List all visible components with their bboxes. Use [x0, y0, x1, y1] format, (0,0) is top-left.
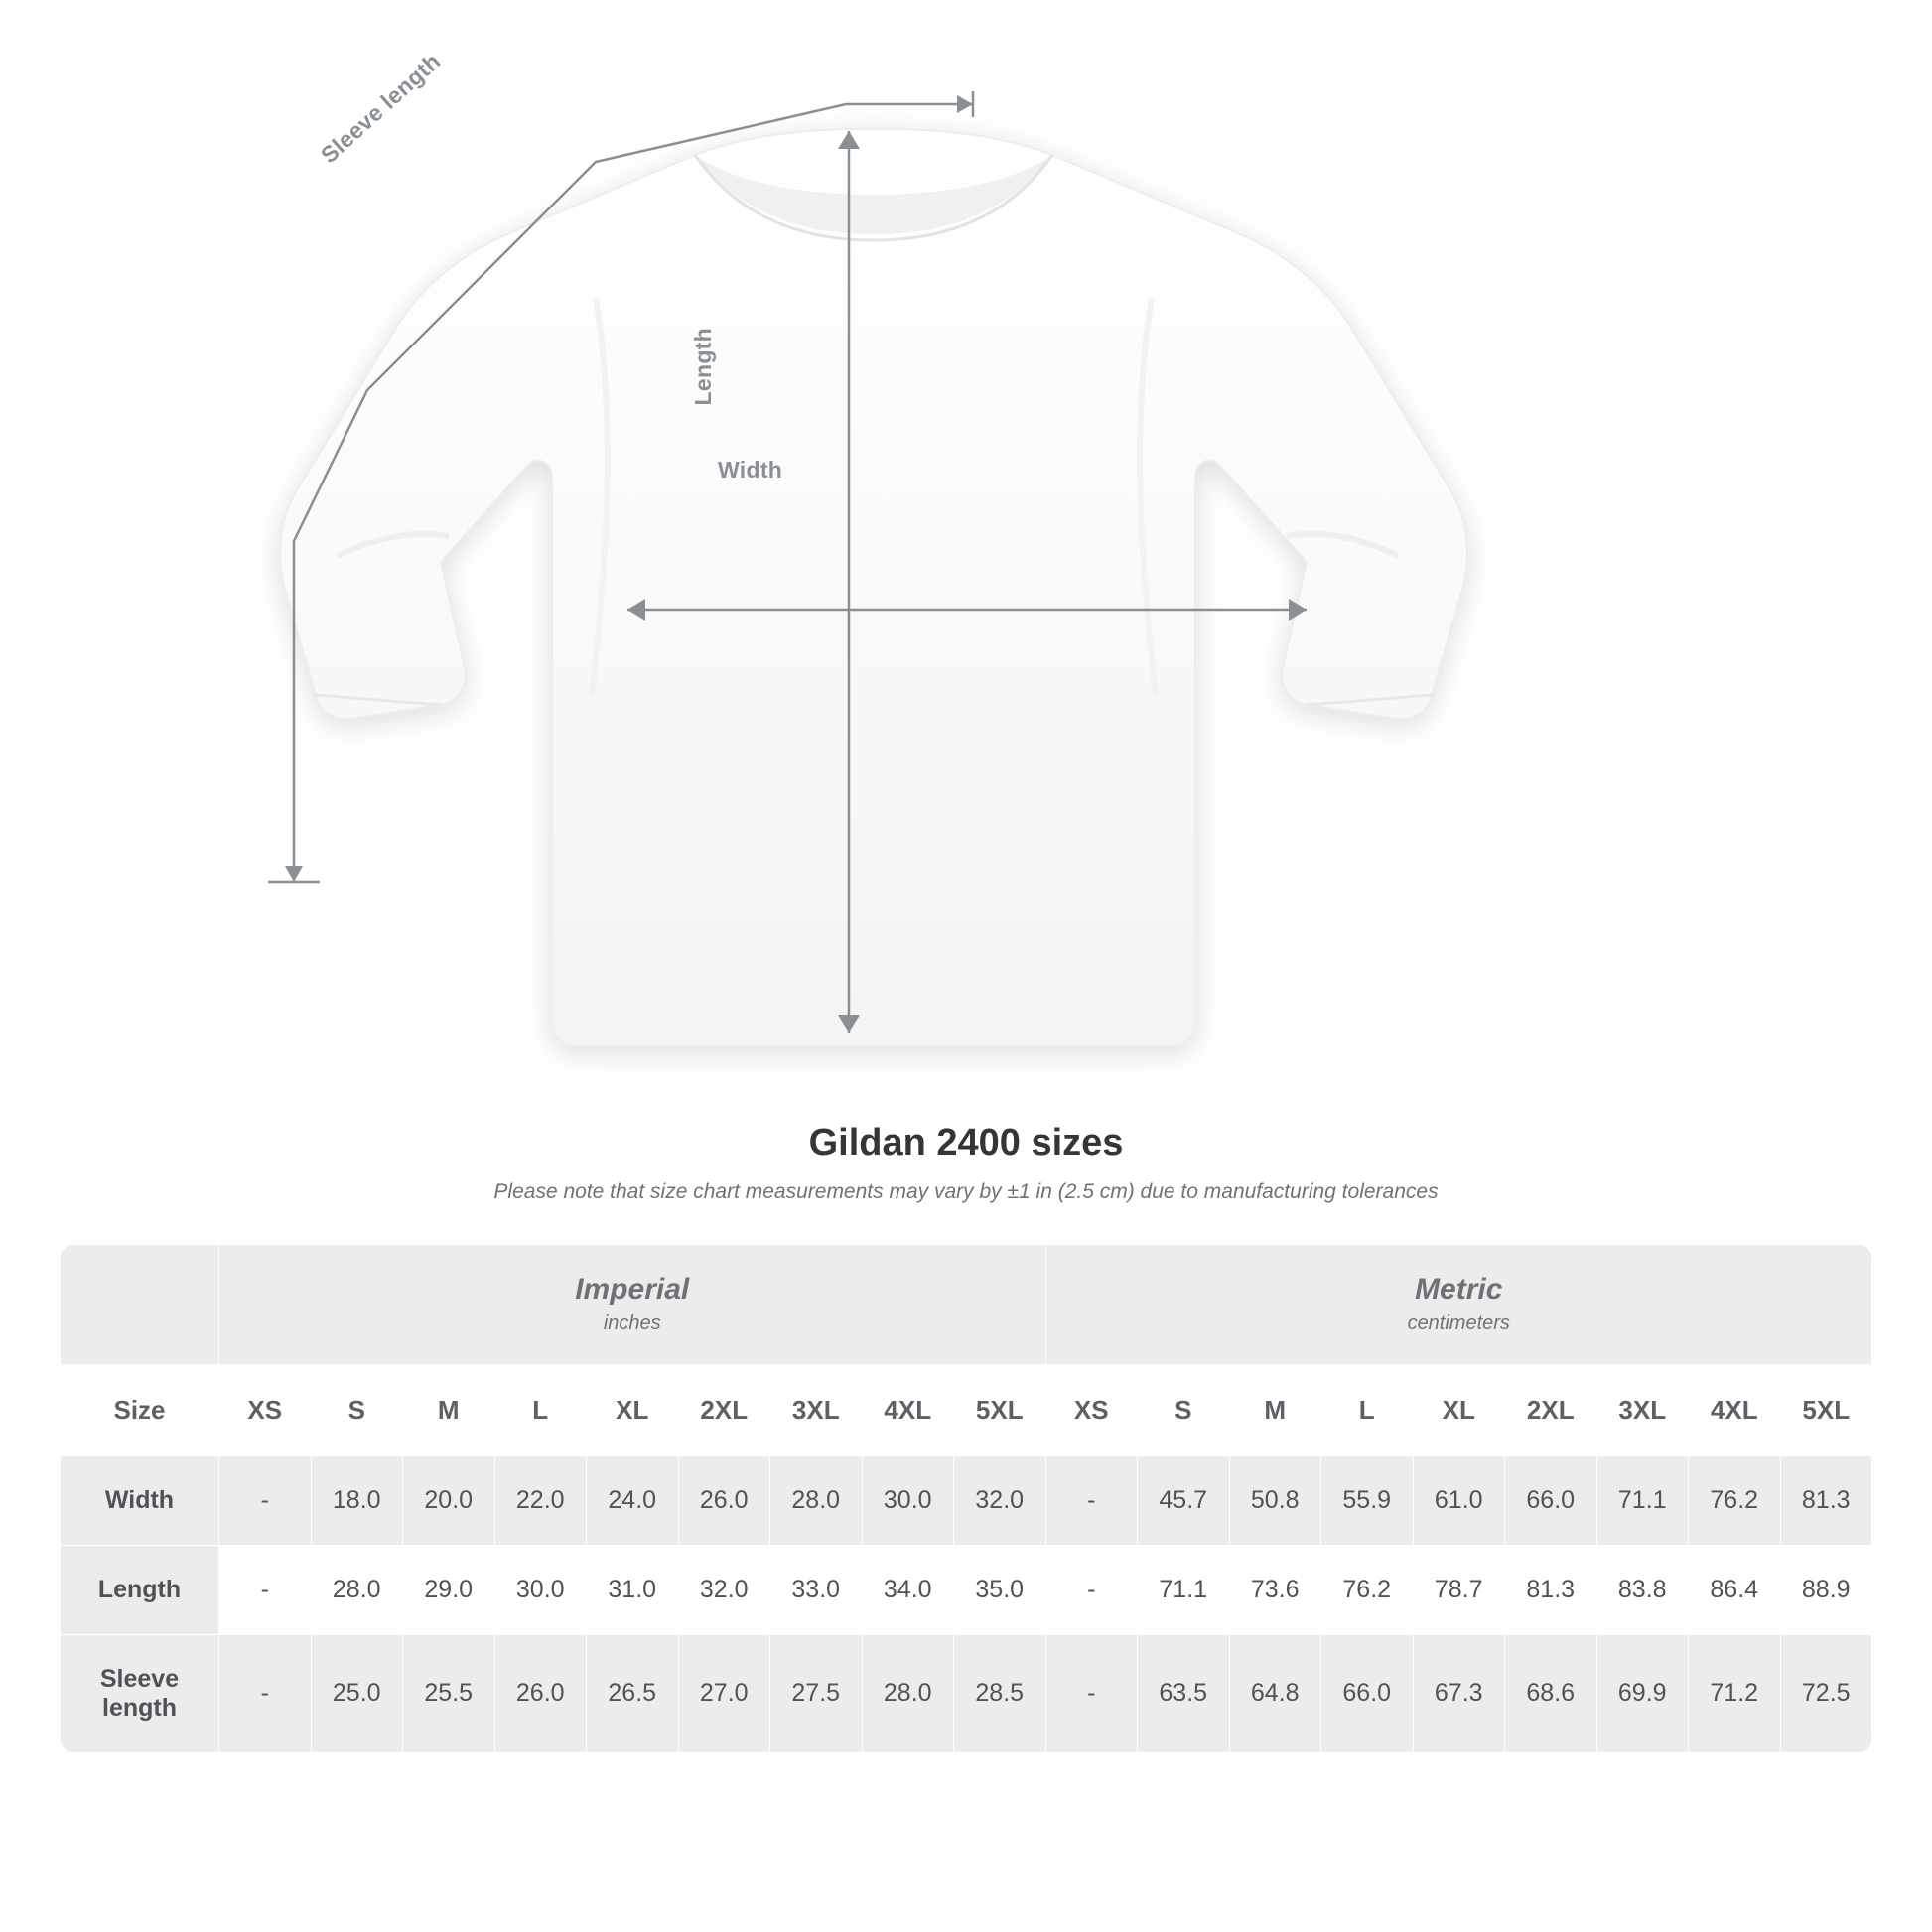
header-size-metric-4xl: 4XL	[1689, 1364, 1781, 1455]
header-size: Size	[61, 1364, 219, 1455]
cell-width-imperial-m: 20.0	[403, 1455, 495, 1545]
header-size-imperial-s: S	[311, 1364, 403, 1455]
cell-length-imperial-4xl: 34.0	[862, 1545, 954, 1634]
cell-width-metric-l: 55.9	[1321, 1455, 1414, 1545]
header-size-imperial-4xl: 4XL	[862, 1364, 954, 1455]
cell-length-metric-xl: 78.7	[1413, 1545, 1505, 1634]
cell-length-imperial-s: 28.0	[311, 1545, 403, 1634]
cell-length-imperial-m: 29.0	[403, 1545, 495, 1634]
cell-length-imperial-l: 30.0	[494, 1545, 587, 1634]
table-row	[61, 1634, 1872, 1752]
header-size-imperial-2xl: 2XL	[678, 1364, 770, 1455]
cell-sleeve-imperial-3xl: 27.5	[770, 1634, 863, 1752]
page-subtitle: Please note that size chart measurements may vary by ±1 in (2.5 cm) due to manufacturing tolerances	[493, 1180, 1439, 1203]
cell-width-imperial-l: 22.0	[494, 1455, 587, 1545]
cell-sleeve-imperial-m: 25.5	[403, 1634, 495, 1752]
header-size-imperial-xl: XL	[587, 1364, 679, 1455]
cell-width-metric-m: 50.8	[1229, 1455, 1321, 1545]
cell-length-imperial-5xl: 35.0	[954, 1545, 1046, 1634]
cell-width-imperial-2xl: 26.0	[678, 1455, 770, 1545]
header-size-metric-s: S	[1138, 1364, 1230, 1455]
header-size-imperial-l: L	[494, 1364, 587, 1455]
unit-group-metric-unit: centimeters	[1407, 1311, 1510, 1334]
unit-group-metric	[1045, 1245, 1872, 1365]
header-size-metric-3xl: 3XL	[1596, 1364, 1689, 1455]
unit-group-imperial	[219, 1245, 1046, 1365]
size-table	[60, 1244, 1872, 1753]
length-dimension-label: Length	[690, 328, 716, 406]
header-size-metric-2xl: 2XL	[1505, 1364, 1597, 1455]
cell-sleeve-metric-4xl: 71.2	[1689, 1634, 1781, 1752]
header-size-imperial-xs: XS	[219, 1364, 312, 1455]
sleeve-length-dimension-label: Sleeve length	[316, 48, 446, 169]
header-size-metric-xs: XS	[1045, 1364, 1138, 1455]
cell-length-metric-l: 76.2	[1321, 1545, 1414, 1634]
cell-sleeve-metric-xs: -	[1045, 1634, 1138, 1752]
table-row	[61, 1545, 1872, 1634]
cell-sleeve-imperial-5xl: 28.5	[954, 1634, 1046, 1752]
cell-width-metric-xs: -	[1045, 1455, 1138, 1545]
cell-sleeve-imperial-4xl: 28.0	[862, 1634, 954, 1752]
cell-width-imperial-s: 18.0	[311, 1455, 403, 1545]
header-size-metric-xl: XL	[1413, 1364, 1505, 1455]
cell-length-metric-m: 73.6	[1229, 1545, 1321, 1634]
cell-width-metric-5xl: 81.3	[1780, 1455, 1872, 1545]
cell-sleeve-metric-2xl: 68.6	[1505, 1634, 1597, 1752]
cell-width-metric-4xl: 76.2	[1689, 1455, 1781, 1545]
row-label-width: Width	[61, 1455, 219, 1545]
corner-cell	[61, 1245, 219, 1365]
cell-sleeve-imperial-xs: -	[219, 1634, 312, 1752]
size-table-wrapper	[60, 1244, 1872, 1753]
cell-sleeve-metric-xl: 67.3	[1413, 1634, 1505, 1752]
header-size-imperial-5xl: 5XL	[954, 1364, 1046, 1455]
cell-width-metric-2xl: 66.0	[1505, 1455, 1597, 1545]
unit-group-metric-name: Metric	[1415, 1273, 1503, 1306]
cell-width-metric-s: 45.7	[1138, 1455, 1230, 1545]
table-row	[61, 1455, 1872, 1545]
header-size-imperial-3xl: 3XL	[770, 1364, 863, 1455]
cell-length-imperial-xs: -	[219, 1545, 312, 1634]
cell-sleeve-metric-3xl: 69.9	[1596, 1634, 1689, 1752]
title-block	[0, 1122, 1932, 1204]
cell-sleeve-metric-s: 63.5	[1138, 1634, 1230, 1752]
unit-group-imperial-unit: inches	[603, 1311, 661, 1334]
cell-width-imperial-xl: 24.0	[587, 1455, 679, 1545]
cell-length-metric-xs: -	[1045, 1545, 1138, 1634]
cell-width-metric-xl: 61.0	[1413, 1455, 1505, 1545]
cell-length-metric-4xl: 86.4	[1689, 1545, 1781, 1634]
cell-length-metric-3xl: 83.8	[1596, 1545, 1689, 1634]
cell-sleeve-metric-5xl: 72.5	[1780, 1634, 1872, 1752]
cell-width-metric-3xl: 71.1	[1596, 1455, 1689, 1545]
cell-sleeve-imperial-s: 25.0	[311, 1634, 403, 1752]
cell-width-imperial-3xl: 28.0	[770, 1455, 863, 1545]
cell-length-metric-2xl: 81.3	[1505, 1545, 1597, 1634]
cell-sleeve-imperial-l: 26.0	[494, 1634, 587, 1752]
size-header-row	[61, 1364, 1872, 1455]
cell-length-metric-s: 71.1	[1138, 1545, 1230, 1634]
page-title: Gildan 2400 sizes	[808, 1122, 1124, 1164]
cell-length-imperial-2xl: 32.0	[678, 1545, 770, 1634]
cell-width-imperial-xs: -	[219, 1455, 312, 1545]
unit-group-imperial-name: Imperial	[575, 1273, 690, 1306]
cell-sleeve-imperial-2xl: 27.0	[678, 1634, 770, 1752]
cell-sleeve-metric-l: 66.0	[1321, 1634, 1414, 1752]
header-size-metric-l: L	[1321, 1364, 1414, 1455]
cell-width-imperial-5xl: 32.0	[954, 1455, 1046, 1545]
header-size-metric-m: M	[1229, 1364, 1321, 1455]
row-label-length: Length	[61, 1545, 219, 1634]
header-size-imperial-m: M	[403, 1364, 495, 1455]
row-label-sleeve-length: Sleeve length	[61, 1634, 219, 1752]
cell-sleeve-imperial-xl: 26.5	[587, 1634, 679, 1752]
header-size-metric-5xl: 5XL	[1780, 1364, 1872, 1455]
unit-group-row	[61, 1245, 1872, 1365]
cell-sleeve-metric-m: 64.8	[1229, 1634, 1321, 1752]
cell-length-imperial-3xl: 33.0	[770, 1545, 863, 1634]
cell-length-imperial-xl: 31.0	[587, 1545, 679, 1634]
width-dimension-label: Width	[718, 457, 783, 483]
cell-length-metric-5xl: 88.9	[1780, 1545, 1872, 1634]
cell-width-imperial-4xl: 30.0	[862, 1455, 954, 1545]
